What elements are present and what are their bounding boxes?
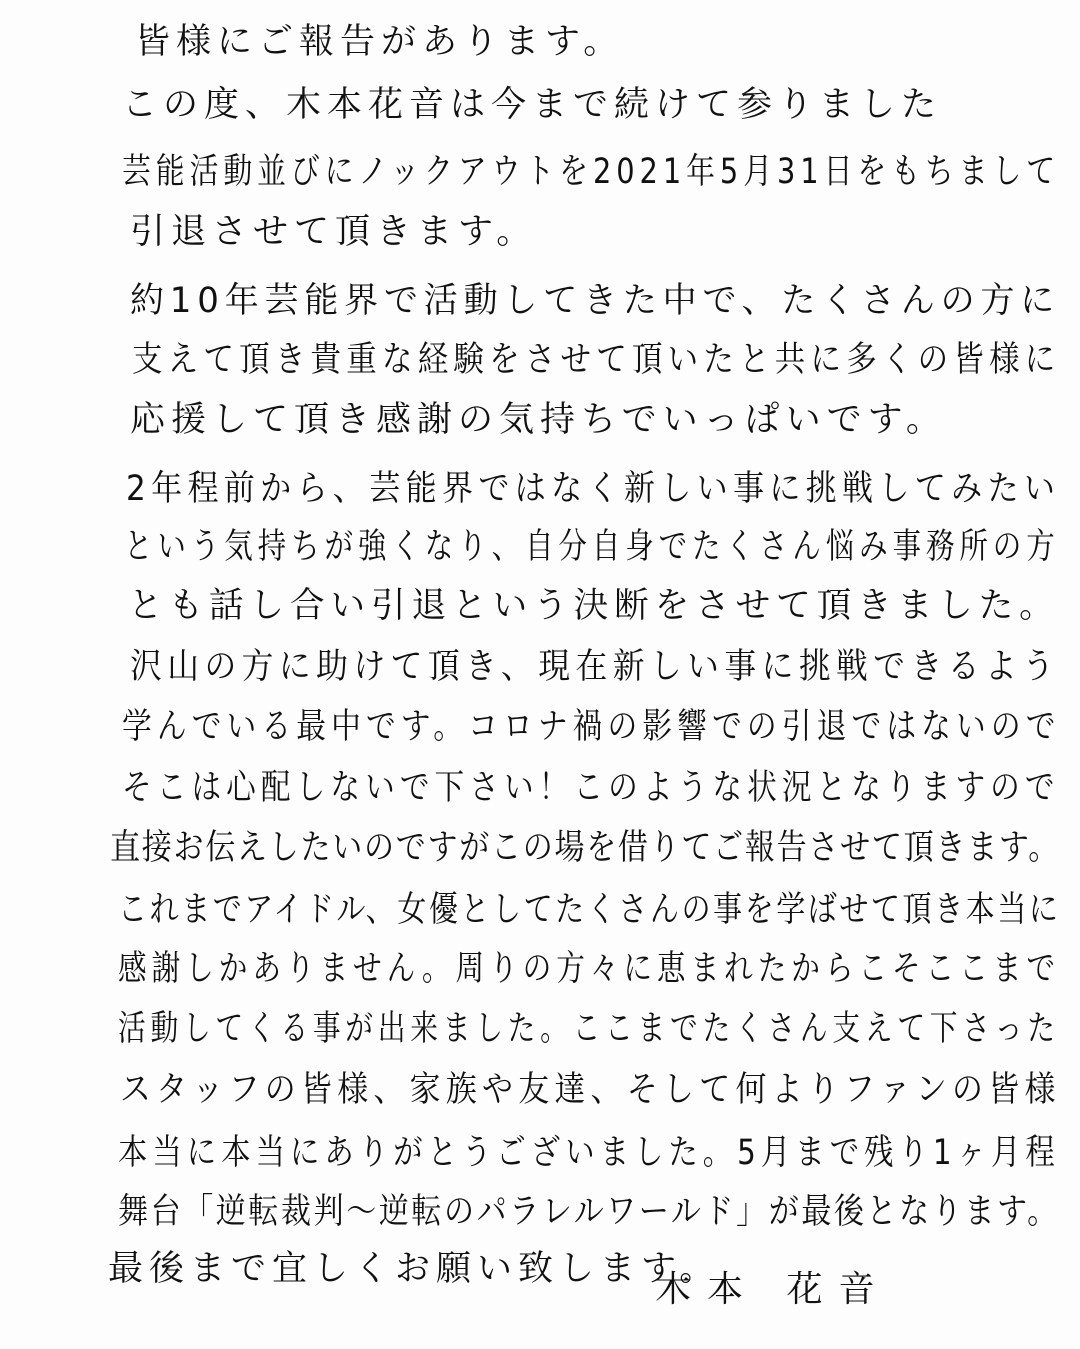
letter-line: 舞台「逆転裁判～逆転のパラレルワールド」が最後となります。	[118, 1192, 1060, 1232]
letter-line: これまでアイドル、女優としてたくさんの事を学ばせて頂き本当に	[118, 890, 1061, 930]
letter-line: 感謝しかありません。周りの方々に恵まれたからこそここまで	[118, 949, 1060, 989]
signature: 木本 花音	[655, 1269, 891, 1310]
letter-line: 約10年芸能界で活動してきた中で、たくさんの方に	[130, 281, 1061, 321]
letter-line: この度、木本花音は今まで続けて参りました	[122, 85, 943, 125]
letter-line: 2年程前から、芸能界ではなく新しい事に挑戦してみたい	[126, 469, 1061, 509]
letter-line: 学んでいる最中です。コロナ禍の影響での引退ではないので	[122, 707, 1061, 747]
letter-line: 引退させて頂きます。	[130, 212, 538, 252]
letter-line: という気持ちが強くなり、自分自身でたくさん悩み事務所の方	[124, 527, 1060, 567]
letter-line: 応援して頂き感謝の気持ちでいっぱいです。	[130, 400, 947, 440]
letter-line: 最後まで宜しくお願い致します。	[108, 1249, 721, 1289]
letter-line: スタッフの皆様、家族や友達、そして何よりファンの皆様	[120, 1070, 1061, 1110]
letter-line: そこは心配しないで下さい！このような状況となりますので	[122, 768, 1060, 808]
letter-line: とも話し合い引退という決断をさせて頂きました。	[128, 586, 1060, 626]
letter-line: 活動してくる事が出来ました。ここまでたくさん支えて下さった	[118, 1009, 1060, 1049]
letter-line: 支えて頂き貴重な経験をさせて頂いたと共に多くの皆様に	[132, 340, 1061, 380]
letter-line: 本当に本当にありがとうございました。5月まで残り1ヶ月程	[118, 1133, 1060, 1173]
letter-line: 沢山の方に助けて頂き、現在新しい事に挑戦できるよう	[130, 647, 1060, 687]
letter-line: 直接お伝えしたいのですがこの場を借りてご報告させて頂きます。	[110, 828, 1060, 868]
letter-line: 皆様にご報告があります。	[135, 22, 625, 62]
letter-line: 芸能活動並びにノックアウトを2021年5月31日をもちまして	[122, 152, 1061, 192]
